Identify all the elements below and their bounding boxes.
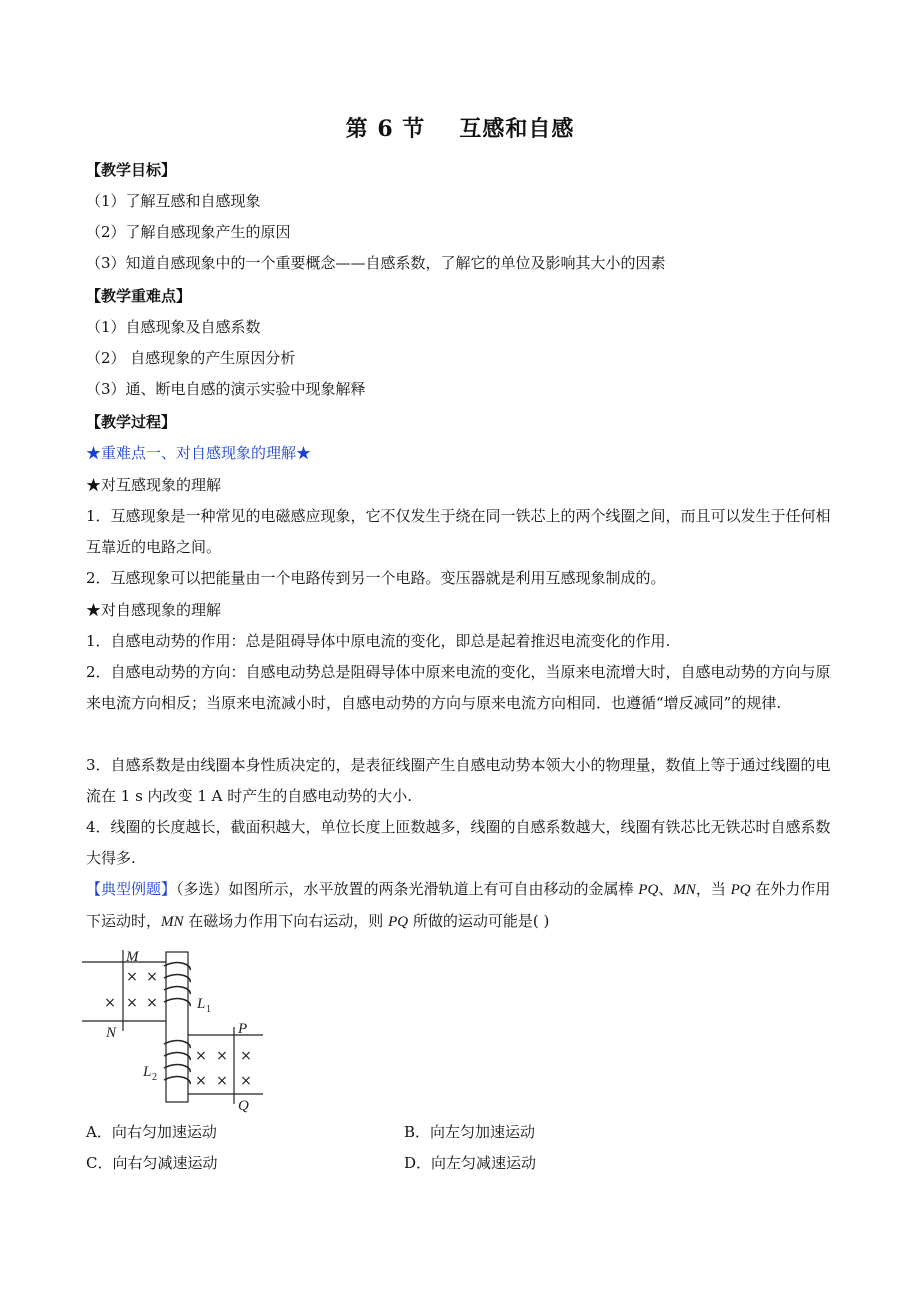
objectives-heading: 【教学目标】 [86,161,177,179]
page-title [0,112,920,143]
field-cross: × [104,995,116,1011]
field-cross: × [240,1073,252,1089]
label-n: N [106,1025,117,1041]
self-paragraph-2: 2．自感电动势的方向：自感电动势总是阻碍导体中原来电流的变化，当原来电流增大时，自感电动势的方向与原来电流方向相反；当原来电流减小时，自感电动势的方向与原来电流方向相同．也遵循“增反减同”的规律. [86,663,831,712]
mutual-paragraph-2: 2．互感现象可以把能量由一个电路传到另一个电路。变压器就是利用互感现象制成的。 [86,569,666,587]
field-cross: × [195,1073,207,1089]
field-cross: × [195,1048,207,1064]
label-q: Q [238,1098,249,1114]
option-b: B．向左匀加速运动 [404,1123,536,1141]
self-paragraph-3: 3．自感系数是由线圈本身性质决定的，是表征线圈产生自感电动势本领大小的物理量，数值上等于通过线圈的电流在 1 s 内改变 1 A 时产生的自感电动势的大小. [86,756,831,805]
field-cross: × [146,995,158,1011]
field-cross: × [216,1048,228,1064]
label-l1-subscript: 1 [206,1004,211,1015]
label-l2: L [143,1064,152,1080]
option-a: A．向右匀加速运动 [86,1123,217,1141]
section-topic: 互感和自感 [459,116,575,142]
example-tag: 【典型例题】 [86,880,177,898]
coil-l1 [164,963,190,1006]
circuit-diagram [80,944,280,1114]
objective-item: （1）了解互感和自感现象 [86,192,261,210]
mutual-paragraph-1: 1．互感现象是一种常见的电磁感应现象，它不仅发生于绕在同一铁芯上的两个线圈之间，而且可以发生于任何相互靠近的电路之间。 [86,507,831,556]
coil-l2 [164,1041,190,1084]
option-c: C．向右匀减速运动 [86,1154,218,1172]
option-d: D．向左匀减速运动 [404,1154,537,1172]
objective-item: （3）知道自感现象中的一个重要概念——自感系数，了解它的单位及影响其大小的因素 [86,254,666,272]
key-point-item: （3）通、断电自感的演示实验中现象解释 [86,380,366,398]
subheading-self-induction: ★对自感现象的理解 [86,601,222,619]
objective-item: （2）了解自感现象产生的原因 [86,223,291,241]
self-paragraph-4: 4．线圈的长度越长，截面积越大，单位长度上匝数越多，线圈的自感系数越大，线圈有铁芯比无铁芯时自感系数大得多. [86,818,831,867]
field-cross: × [216,1073,228,1089]
label-m: M [126,949,139,965]
label-p: P [238,1021,248,1037]
example-question: 【典型例题】（多选）如图所示，水平放置的两条光滑轨道上有可自由移动的金属棒 PQ、MN，当 PQ 在外力作用下运动时，MN 在磁场力作用下向右运动，则 PQ 所做的运动可能是( ) [86,880,831,930]
field-cross: × [126,995,138,1011]
label-l1: L [197,996,206,1012]
section-number: 第 6 节 [345,116,426,142]
key-points-heading: 【教学重难点】 [86,287,192,305]
section-heading-self-induction: ★重难点一、对自感现象的理解★ [86,444,312,462]
field-cross: × [146,969,158,985]
self-paragraph-1: 1．自感电动势的作用：总是阻碍导体中原电流的变化，即总是起着推迟电流变化的作用. [86,632,671,650]
key-point-item: （1）自感现象及自感系数 [86,318,261,336]
process-heading: 【教学过程】 [86,413,177,431]
field-cross: × [126,969,138,985]
subheading-mutual-induction: ★对互感现象的理解 [86,476,222,494]
field-cross: × [240,1048,252,1064]
key-point-item: （2） 自感现象的产生原因分析 [86,349,296,367]
label-l2-subscript: 2 [152,1072,157,1083]
